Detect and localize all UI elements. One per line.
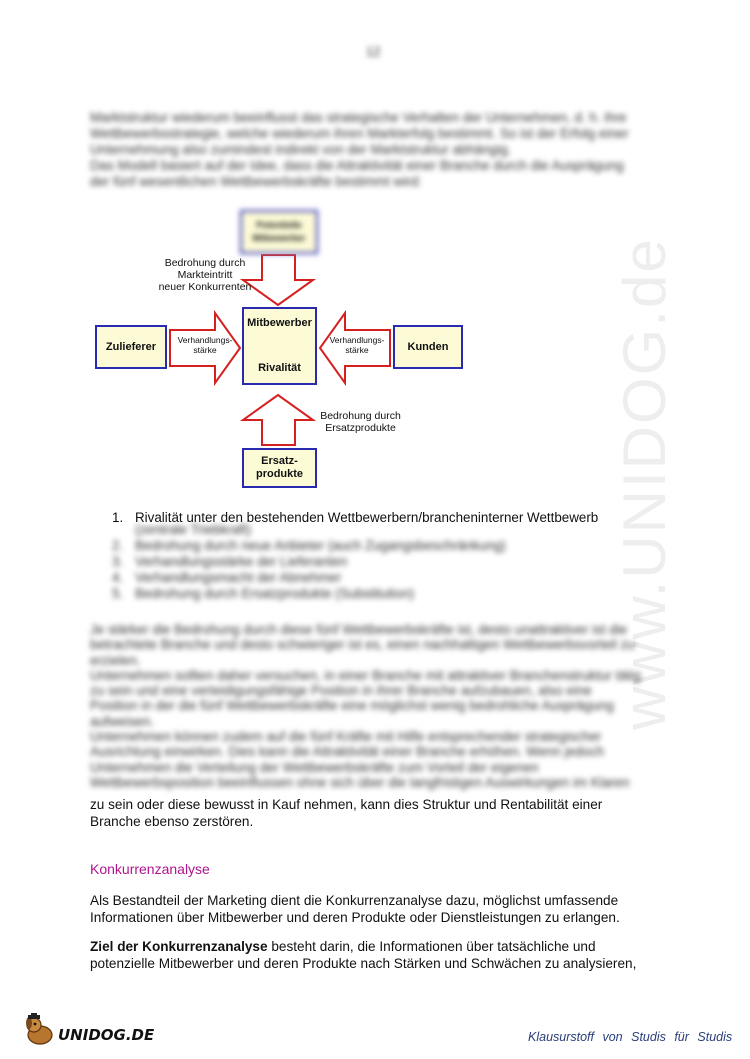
label-negotiation-right: Verhandlungs- stärke [329,335,385,355]
arrow-up [243,395,313,445]
list-item: 2. Bedrohung durch neue Anbieter (auch Zugangsbeschränkung) [112,538,506,553]
label-market-entry: Bedrohung durch Markteintritt neuer Konkurrenten [158,257,252,293]
list-item: 4. Verhandlungsmacht der Abnehmer [112,570,342,585]
list-item-sub: (zentrale Triebkraft) [135,522,252,537]
box-competitors [242,307,317,385]
continuation-paragraph: zu sein oder diese bewusst in Kauf nehmen, kann dies Struktur und Rentabilität einer Branche ebenso zerstören. [90,797,603,829]
label-substitution-threat: Bedrohung durch Ersatzprodukte [320,410,401,434]
box-competitors-title: Mitbewerber [247,317,312,329]
page-number: 12 [366,44,381,59]
section-heading: Konkurrenzanalyse [90,861,210,877]
section-paragraph: Als Bestandteil der Marketing dient die Konkurrenzanalyse dazu, möglichst umfassende Informationen über Mitbewerber und deren Produkte oder Dienstleistungen zu erlangen. [90,893,620,925]
dog-logo-icon [22,1013,58,1049]
goal-bold: Ziel der Konkurrenzanalyse [90,939,268,954]
goal-rest: besteht darin, die Informationen über tatsächliche und potenzielle Mitbewerber und deren Produkte nach Stärken und Schwächen zu analysieren, [90,939,637,971]
blurred-paragraph: Je stärker die Bedrohung durch diese fünf Wettbewerbskräfte ist, desto unattraktiver ist die betrachtete Branche und desto schwieriger ist es, einen nachhaltigen Wettbewerbsvorteil zu erzielen. Unternehmen sollten daher versuchen, in einer Branche mit attraktiver Branchenstruktur tätig zu sein und eine verteidigungsfähige Position in ihrer Branche aufzubauen, also eine Position in der die fünf Wettbewerbskräfte eine möglichst wenig bedrohliche Ausprägung aufweisen. Unternehmen können zudem auf die fünf Kräfte mit Hilfe entsprechender strategischer Ausrichtung einwirken. Dies kann die Attraktivität einer Branche erhöhen. Wenn jedoch Unternehmen die Verteilung der Wettbewerbskräfte zum Vorteil der eigenen Wettbewerbsposition beeinflussen ohne sich über die langfristigen Auswirkungen im Klaren [90,622,641,790]
forces-list [112,510,598,602]
box-suppliers: Zulieferer [95,325,167,369]
goal-paragraph [90,938,670,972]
box-customers: Kunden [393,325,463,369]
list-item: 1. Rivalität unter den bestehenden Wettbewerbern/brancheninterner Wettbewerb [112,510,599,525]
list-item: 3. Verhandlungsstärke der Lieferanten [112,554,348,569]
intro-paragraph: Marktstruktur wiederum beeinflusst das strategische Verhalten der Unternehmen, d. h. ihre Wettbewerbsstrategie, welche wiederum ihren Markterfolg bestimmt. So ist der Erfolg einer Unternehmung also zumindest indirekt von der Marktstruktur abhängig. Das Modell basiert auf der Idee, dass die Attraktivität einer Branche durch die Ausprägung der fünf wesentlichen Wettbewerbskräfte bestimmt wird: [90,110,629,189]
list-item: 5. Bedrohung durch Ersatzprodukte (Substitution) [112,586,415,601]
five-forces-diagram [90,205,470,495]
watermark: www.UNIDOG.de [611,237,678,730]
label-negotiation-left: Verhandlungs- stärke [177,335,233,355]
footer-slogan: Klausurstoff von Studis für Studis [528,1030,733,1044]
logo-text: UNIDOG.DE [58,1026,155,1044]
box-substitutes: Ersatz- produkte [242,448,317,488]
box-potential-competitors: Potentielle Mitbewerber [240,210,318,254]
box-competitors-subtitle: Rivalität [258,362,301,374]
